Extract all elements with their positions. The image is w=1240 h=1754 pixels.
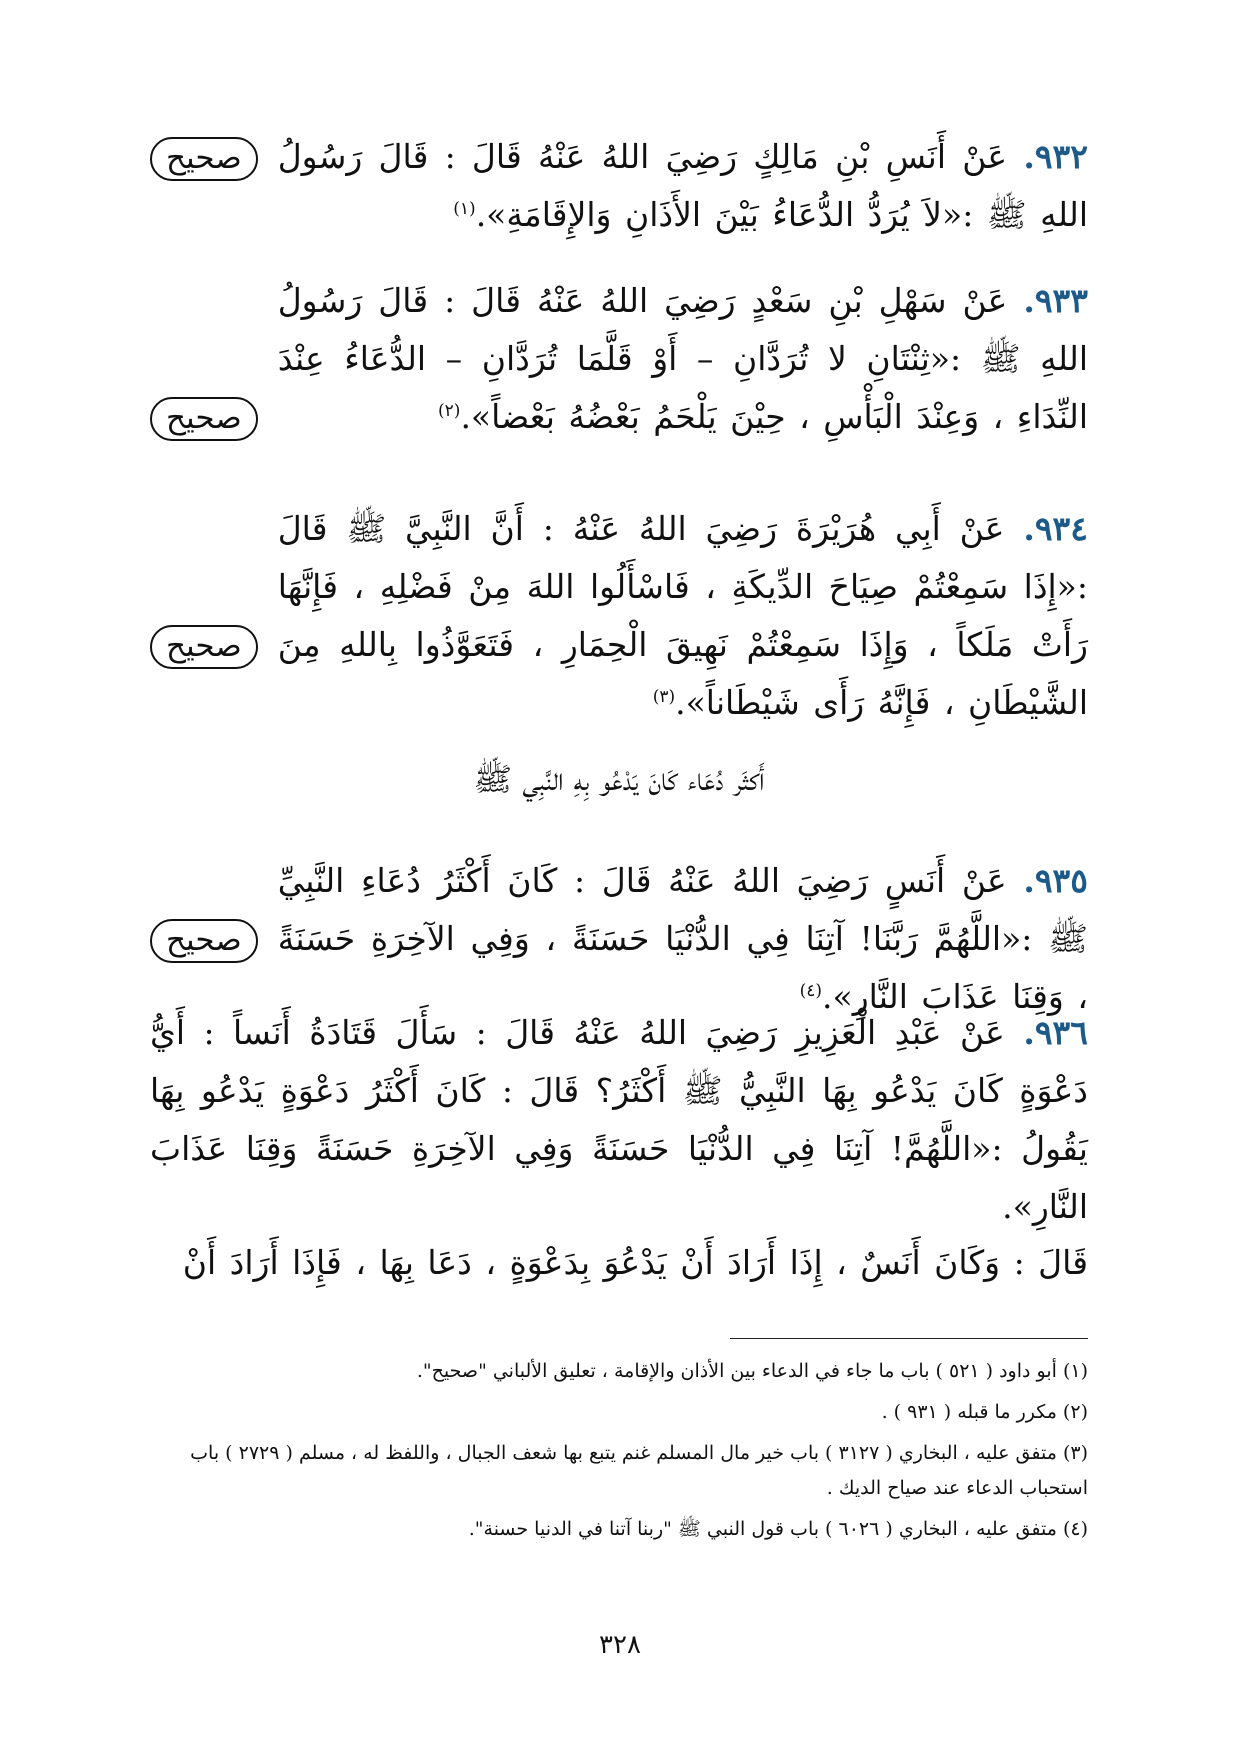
paragraph-text: قَالَ : وَكَانَ أَنَسٌ ، إِذَا أَرَادَ أَنْ يَدْعُوَ بِدَعْوَةٍ ، دَعَا بِهَا ، فَإِذَا أَرَادَ أَنْ (182, 1243, 1088, 1282)
hadith-933 (150, 272, 1088, 446)
footnote-ref[interactable]: (٢) (438, 401, 461, 421)
hadith-text: عَنْ سَهْلِ بْنِ سَعْدٍ رَضِيَ اللهُ عَنْهُ قَالَ : قَالَ رَسُولُ اللهِ ﷺ :«ثِنْتَانِ لا تُرَدَّانِ – أَوْ قَلَّمَا تُرَدَّانِ – الدُّعَاءُ عِنْدَ النِّدَاءِ ، وَعِنْدَ الْبَأْسِ ، حِيْنَ يَلْحَمُ بَعْضُهُ بَعْضاً». (277, 281, 1088, 436)
footnotes (150, 1354, 1088, 1553)
footnote-4: (٤) متفق عليه ، البخاري ( ٦٠٢٦ ) باب قول النبي ﷺ "ربنا آتنا في الدنيا حسنة". (468, 1518, 1088, 1540)
grade-label: صحيح (150, 128, 258, 186)
hadith-936 (150, 1004, 1088, 1236)
footnote-ref[interactable]: (٤) (799, 981, 823, 1001)
hadith-934 (150, 500, 1088, 732)
footnote-ref[interactable]: (١) (453, 199, 476, 219)
footnote-1: (١) أبو داود ( ٥٢١ ) باب ما جاء في الدعاء بين الأذان والإقامة ، تعليق الألباني "صحيح". (416, 1360, 1088, 1382)
grade-label: صحيح (150, 910, 258, 968)
hadith-text: عَنْ عَبْدِ الْعَزِيزِ رَضِيَ اللهُ عَنْهُ قَالَ : سَأَلَ قَتَادَةُ أَنَساً : أَيُّ دَعْوَةٍ كَانَ يَدْعُو بِهَا النَّبِيُّ ﷺ أَكْثَرُ؟ قَالَ : كَانَ أَكْثَرُ دَعْوَةٍ يَدْعُو بِهَا يَقُولُ :«اللَّهُمَّ! آتِنَا فِي الدُّنْيَا حَسَنَةً وَفِي الآخِرَةِ حَسَنَةً وَقِنَا عَذَابَ النَّارِ». (150, 1013, 1088, 1226)
hadith-number: ٩٣٣. (1023, 281, 1088, 320)
footnote-3: (٣) متفق عليه ، البخاري ( ٣١٢٧ ) باب خير مال المسلم غنم يتبع بها شعف الجبال ، واللفظ له ، مسلم ( ٢٧٢٩ ) باب استحباب الدعاء عند صياح الديك . (190, 1442, 1088, 1499)
hadith-number: ٩٣٦. (1023, 1013, 1088, 1052)
page-number: ٣٢٨ (599, 1630, 641, 1660)
grade-label: صحيح (150, 616, 258, 674)
hadith-text: عَنْ أَبِي هُرَيْرَةَ رَضِيَ اللهُ عَنْهُ : أَنَّ النَّبِيَّ ﷺ قَالَ :«إِذَا سَمِعْتُمْ صِيَاحَ الدِّيكَةِ ، فَاسْأَلُوا اللهَ مِنْ فَضْلِهِ ، فَإِنَّهَا رَأَتْ مَلَكاً ، وَإِذَا سَمِعْتُمْ نَهِيقَ الْحِمَارِ ، فَتَعَوَّذُوا بِاللهِ مِنَ الشَّيْطَانِ ، فَإِنَّهُ رَأَى شَيْطَاناً». (277, 509, 1088, 722)
grade-label: صحيح (150, 388, 258, 446)
hadith-935 (150, 852, 1088, 1026)
hadith-number: ٩٣٢. (1023, 137, 1088, 176)
hadith-number: ٩٣٤. (1023, 509, 1088, 548)
footnote-2: (٢) مكرر ما قبله ( ٩٣١ ) . (881, 1401, 1088, 1423)
hadith-932 (150, 128, 1088, 244)
continuation-text (150, 1234, 1088, 1292)
hadith-text: عَنْ أَنَسِ بْنِ مَالِكٍ رَضِيَ اللهُ عَنْهُ قَالَ : قَالَ رَسُولُ اللهِ ﷺ :«لاَ يُرَدُّ الدُّعَاءُ بَيْنَ الأَذَانِ وَالإِقَامَةِ». (277, 137, 1088, 234)
footnote-ref[interactable]: (٣) (652, 687, 676, 707)
hadith-text: عَنْ أَنَسٍ رَضِيَ اللهُ عَنْهُ قَالَ : كَانَ أَكْثَرُ دُعَاءِ النَّبِيِّ ﷺ :«اللَّهُمَّ رَبَّنَا! آتِنَا فِي الدُّنْيَا حَسَنَةً ، وَفِي الآخِرَةِ حَسَنَةً ، وَقِنَا عَذَابَ النَّارِ». (277, 861, 1088, 1016)
footnote-divider (730, 1338, 1088, 1339)
hadith-number: ٩٣٥. (1023, 861, 1088, 900)
section-heading: أَكثَر دُعَاء كَانَ يَدْعُو بِهِ النَّبِي ﷺ (473, 760, 765, 798)
